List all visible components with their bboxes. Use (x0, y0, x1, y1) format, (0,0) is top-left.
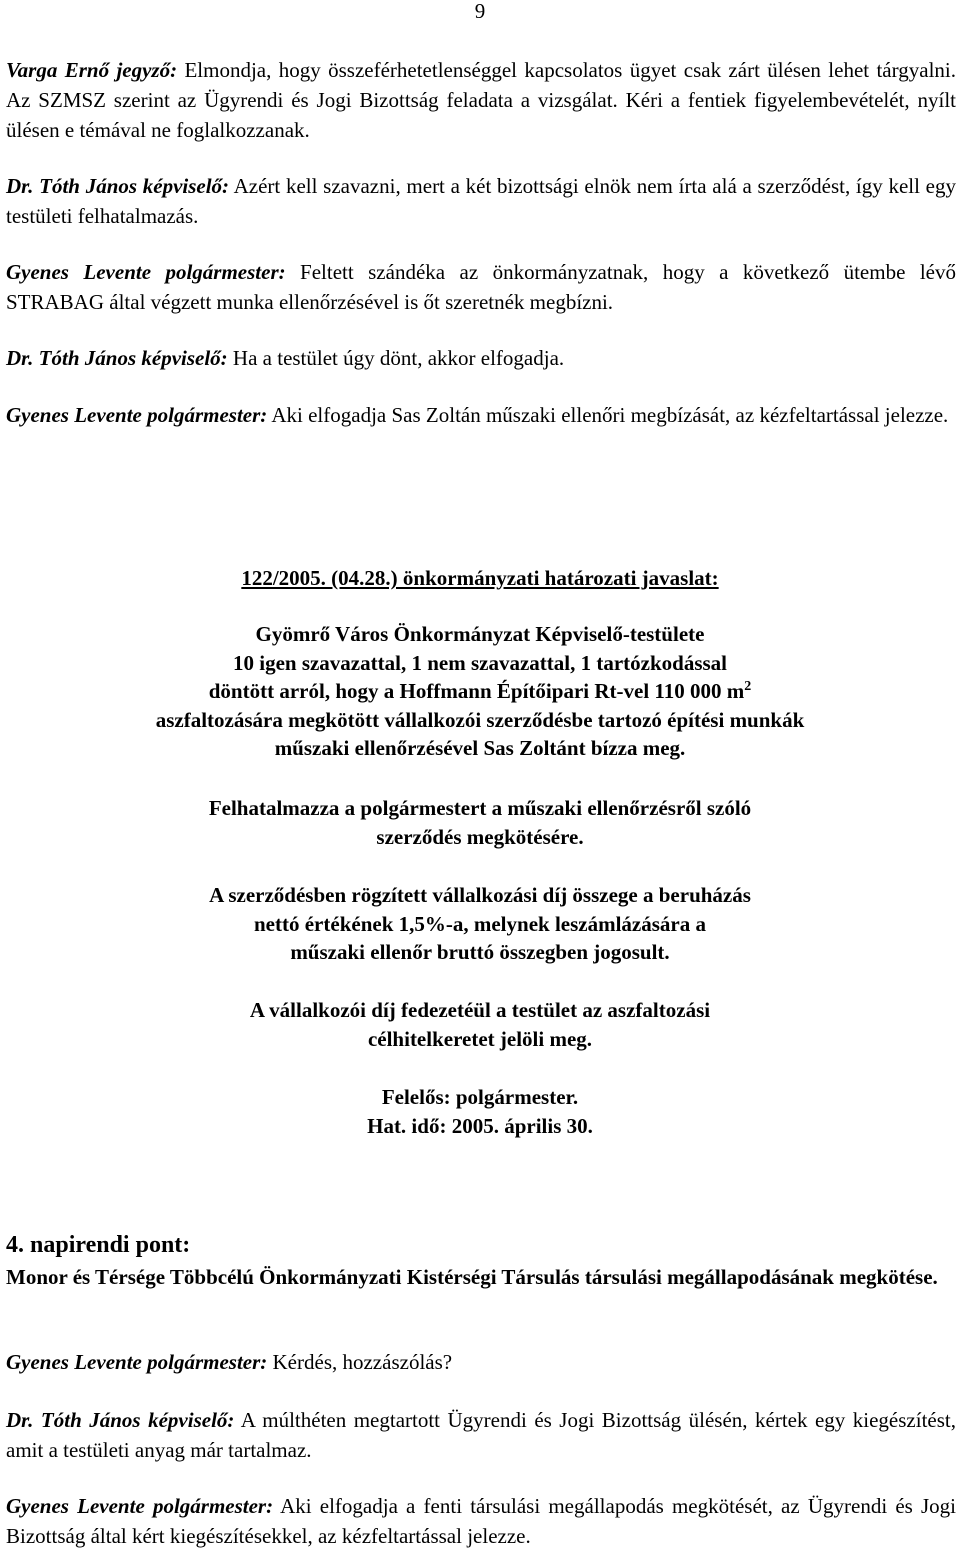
agenda-heading: 4. napirendi pont: (6, 1232, 191, 1258)
paragraph-text: A múlthéten megtartott Ügyrendi és Jogi Bizottság ülésén, kértek egy kiegészítést, amit a testületi anyag már tartalmaz. (6, 1408, 956, 1462)
paragraph-councillor-1 (6, 171, 956, 231)
paragraph-councillor-2 (6, 343, 956, 373)
resolution-line-text: döntött arról, hogy a Hoffmann Építőipari Rt-vel 110 000 m (208, 679, 745, 703)
superscript: 2 (744, 679, 752, 694)
speaker-name: Gyenes Levente polgármester: (6, 403, 268, 427)
responsible-line: Felelős: polgármester. (381, 1085, 579, 1109)
resolution-authorization (0, 794, 960, 851)
paragraph-text: Kérdés, hozzászólás? (267, 1350, 453, 1374)
resolution-line: A vállalkozói díj fedezetéül a testület az aszfaltozási (249, 998, 711, 1022)
speaker-name: Varga Ernő jegyző: (6, 58, 178, 82)
speaker-name: Dr. Tóth János képviselő: (6, 174, 230, 198)
resolution-funding (0, 996, 960, 1053)
speaker-name: Dr. Tóth János képviselő: (6, 1408, 235, 1432)
resolution-body (0, 620, 960, 763)
resolution-line: műszaki ellenőr bruttó összegben jogosult. (290, 940, 670, 964)
speaker-name: Gyenes Levente polgármester: (6, 1494, 274, 1518)
paragraph-mayor-3 (6, 1347, 956, 1377)
speaker-name: Gyenes Levente polgármester: (6, 260, 286, 284)
speaker-name: Dr. Tóth János képviselő: (6, 346, 228, 370)
resolution-line: szerződés megkötésére. (376, 824, 584, 849)
resolution-line: aszfaltozására megkötött vállalkozói szerződésbe tartozó építési munkák (155, 707, 805, 732)
resolution-line: célhitelkeretet jelöli meg. (367, 1026, 593, 1051)
paragraph-text: Feltett szándéka az önkormányzatnak, hogy a következő ütembe lévő STRABAG által végzett munka ellenőrzésével is őt szeretnék megbízni. (6, 260, 956, 314)
resolution-line: nettó értékének 1,5%-a, melynek leszámlázására a (254, 911, 706, 936)
paragraph-notary (6, 55, 956, 145)
paragraph-mayor-1 (6, 257, 956, 317)
paragraph-councillor-3 (6, 1405, 956, 1465)
deadline-line: Hat. idő: 2005. április 30. (367, 1113, 593, 1138)
resolution-line: 10 igen szavazattal, 1 nem szavazattal, 1 tartózkodással (232, 650, 727, 675)
resolution-line (0, 677, 960, 706)
resolution-line: műszaki ellenőrzésével Sas Zoltánt bízza meg. (274, 736, 686, 760)
agenda-topic: Monor és Térsége Többcélú Önkormányzati Kistérségi Társulás társulási megállapodásának megkötése. (6, 1265, 938, 1289)
paragraph-mayor-2 (6, 400, 956, 430)
page-number: 9 (474, 0, 486, 23)
resolution-line: Felhatalmazza a polgármestert a műszaki ellenőrzésről szóló (208, 796, 752, 820)
resolution-responsibility (0, 1083, 960, 1140)
resolution-title: 122/2005. (04.28.) önkormányzati határozati javaslat: (241, 566, 719, 590)
paragraph-text: Ha a testület úgy dönt, akkor elfogadja. (227, 346, 565, 370)
resolution-line: A szerződésben rögzített vállalkozási díj összege a beruházás (209, 883, 751, 907)
paragraph-text: Elmondja, hogy összeférhetetlenséggel kapcsolatos ügyet csak zárt ülésen lehet tárgyalni. Az SZMSZ szerint az Ügyrendi és Jogi Bizottság feladata a vizsgálat. Kéri a fentiek figyelembevételét, nyílt ülésen e témával ne foglalkozzanak. (6, 58, 956, 142)
speaker-name: Gyenes Levente polgármester: (6, 1350, 268, 1374)
paragraph-text: Azért kell szavazni, mert a két bizottsági elnök nem írta alá a szerződést, így kell egy testületi felhatalmazás. (6, 174, 957, 228)
resolution-line: Gyömrő Város Önkormányzat Képviselő-testülete (255, 622, 705, 646)
paragraph-text: Aki elfogadja Sas Zoltán műszaki ellenőri megbízását, az kézfeltartással jelezze. (267, 403, 949, 427)
paragraph-text: Aki elfogadja a fenti társulási megállapodás megkötését, az Ügyrendi és Jogi Bizottság által kért kiegészítésekkel, az kézfeltartással jelezze. (6, 1494, 956, 1548)
resolution-fee (0, 881, 960, 967)
paragraph-mayor-4 (6, 1491, 956, 1551)
